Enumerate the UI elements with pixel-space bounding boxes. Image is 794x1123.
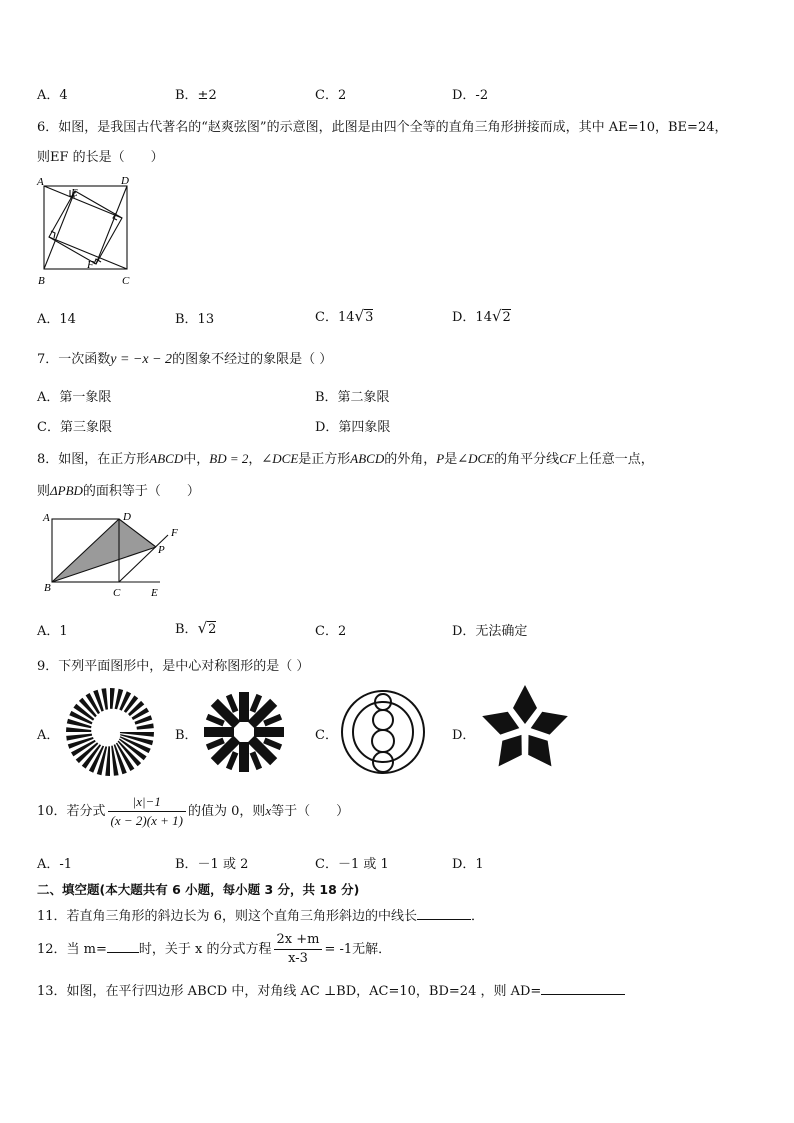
q7-stem: 7．一次函数y = −x − 2的图象不经过的象限是（ ） bbox=[37, 352, 333, 367]
figure-c-circles bbox=[340, 686, 428, 778]
q6-option-d: D．14√2 bbox=[452, 307, 511, 325]
q7-option-d: D．第四象限 bbox=[315, 420, 391, 435]
q8-option-a: A．1 bbox=[37, 624, 68, 639]
zhao-shuang-diagram bbox=[34, 172, 136, 290]
label-a: A bbox=[43, 512, 50, 524]
q9-label-d: D． bbox=[452, 728, 476, 743]
q6-stem-line2: 则EF 的长是（ ） bbox=[37, 150, 164, 165]
q12-fraction: $\frac{2x +m}{x-3}$ bbox=[274, 932, 323, 967]
label-d: D bbox=[121, 175, 129, 187]
q9-label-b: B． bbox=[175, 728, 198, 743]
figure-d-pinwheel bbox=[476, 682, 574, 778]
q13-stem: 13．如图，在平行四边形 ABCD 中，对角线 AC ⊥BD，AC=10，BD=24 ，则 AD= bbox=[37, 980, 625, 999]
q6-option-b: B．13 bbox=[175, 312, 215, 327]
q10-fraction: $\frac{|x|-1}{(x - 2)(x + 1)}$ bbox=[108, 794, 186, 829]
q10-option-b: B．－1 或 2 bbox=[175, 857, 249, 872]
q10-option-d: D．1 bbox=[452, 857, 484, 872]
q8-stem-line2: 则ΔPBD的面积等于（ ） bbox=[37, 483, 200, 499]
q6-option-a: A．14 bbox=[37, 312, 76, 327]
label-a: A bbox=[37, 176, 44, 188]
answer-blank[interactable] bbox=[541, 982, 625, 995]
q10-option-c: C．－1 或 1 bbox=[315, 857, 389, 872]
q9-label-c: C． bbox=[315, 728, 338, 743]
label-b: B bbox=[44, 582, 51, 594]
q10-stem: 10．若分式 $\frac{|x|-1}{(x - 2)(x + 1)}$ 的值为 0，则x等于（ ） bbox=[37, 794, 350, 828]
q10-option-a: A．-1 bbox=[37, 857, 73, 872]
q8-option-c: C．2 bbox=[315, 624, 347, 639]
label-f: F bbox=[87, 259, 94, 271]
q5-option-d: D．-2 bbox=[452, 88, 489, 103]
sqrt-2: 2 bbox=[208, 622, 217, 637]
q7-option-a: A．第一象限 bbox=[37, 390, 112, 405]
q5-option-b: B．±2 bbox=[175, 88, 217, 103]
label-f: F bbox=[171, 527, 178, 539]
sunburst-ray bbox=[66, 727, 91, 732]
q8-stem-line1: 8．如图，在正方形ABCD中，BD = 2，∠DCE是正方形ABCD的外角，P是∠DCE的角平分线CF上任意一点， bbox=[37, 451, 654, 467]
label-e: E bbox=[151, 587, 158, 599]
section-heading-fill-in: 二、填空题(本大题共有 6 小题，每小题 3 分，共 18 分) bbox=[37, 882, 360, 897]
label-d: D bbox=[123, 511, 131, 523]
q8-option-b: B．√2 bbox=[175, 619, 217, 637]
q11-stem: 11．若直角三角形的斜边长为 6，则这个直角三角形斜边的中线长 ． bbox=[37, 909, 484, 924]
q7-formula: y = −x − 2 bbox=[110, 352, 173, 367]
label-c: C bbox=[122, 275, 130, 287]
sunburst-ray bbox=[137, 723, 154, 729]
q6-option-c: C．14√3 bbox=[315, 307, 374, 325]
q12-stem: 12．当 m= 时，关于 x 的分式方程 $\frac{2x +m}{x-3}$ = -1无解． bbox=[37, 932, 392, 966]
figure-a-sunburst bbox=[63, 686, 157, 778]
q7-option-c: C．第三象限 bbox=[37, 420, 112, 435]
label-b: B bbox=[38, 275, 45, 287]
sqrt-2: 2 bbox=[502, 310, 511, 325]
q6-stem-line1: 6．如图，是我国古代著名的“赵爽弦图”的示意图，此图是由四个全等的直角三角形拼接而成，其中 AE=10，BE=24， bbox=[37, 120, 728, 135]
label-p: P bbox=[158, 544, 165, 556]
q8-option-d: D．无法确定 bbox=[452, 624, 528, 639]
answer-blank[interactable] bbox=[417, 907, 471, 920]
q9-stem: 9．下列平面图形中，是中心对称图形的是（ ） bbox=[37, 659, 310, 674]
label-e: E bbox=[71, 187, 78, 199]
label-c: C bbox=[113, 587, 121, 599]
q7-option-b: B．第二象限 bbox=[315, 390, 390, 405]
sunburst-ray bbox=[110, 688, 115, 709]
figure-b-asterisk bbox=[200, 688, 288, 776]
q5-option-c: C．2 bbox=[315, 88, 347, 103]
sqrt-3: 3 bbox=[365, 310, 374, 325]
q9-label-a: A． bbox=[37, 728, 60, 743]
q5-option-a: A．4 bbox=[37, 88, 68, 103]
square-bisector-diagram bbox=[38, 505, 188, 605]
answer-blank[interactable] bbox=[107, 940, 139, 953]
